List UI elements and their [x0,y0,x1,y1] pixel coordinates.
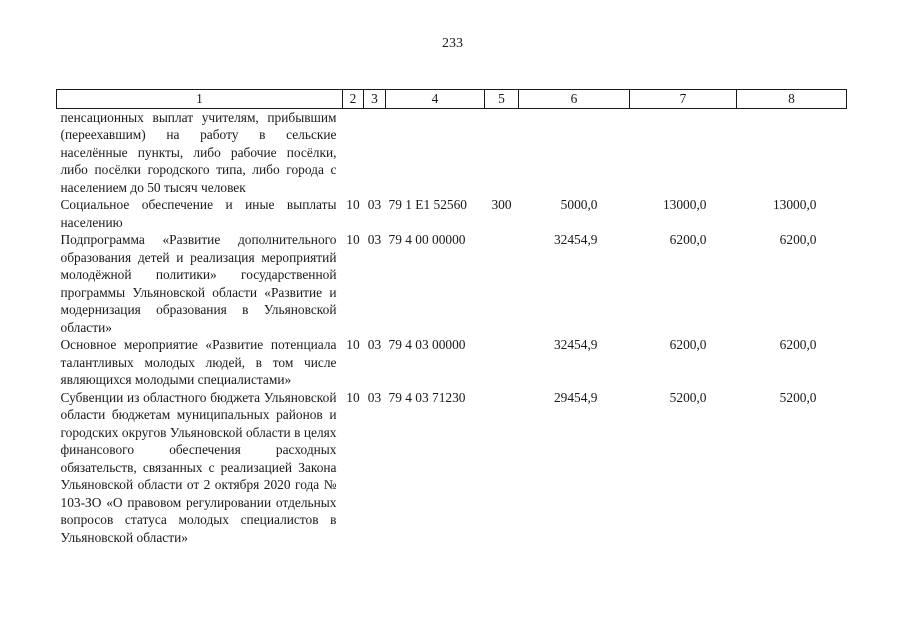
amount-col6 [519,108,630,196]
column-header-8: 8 [737,90,847,109]
row-description: Субвенции из областного бюджета Ульяновской области бюджетам муниципальных районов и городских округов Ульяновской области в целях финансового обеспечения расходных обязательств, связанных с реализацией Закона Ульяновской области от 2 октября 2020 года № 103-ЗО «О правовом регулировании отдельных вопросов статуса молодых специалистов в Ульяновской области» [60,389,337,545]
table-row [57,196,847,231]
subsection-code [364,108,386,196]
subsection-code: 03 [367,337,382,352]
target-article-code: 79 4 00 00000 [388,232,466,247]
row-description: пенсационных выплат учителям, прибывшим (переехавшим) на работу в сельские населённые пункты, либо рабочие посёлки, либо посёлки городского типа, либо города с населением до 50 тысяч человек [60,109,337,195]
section-code [343,108,364,196]
expense-type-code [485,108,519,196]
column-header-7: 7 [630,90,737,109]
amount-col8: 13000,0 [772,197,817,212]
expense-type-code [485,336,519,389]
row-description: Социальное обеспечение и иные выплаты населению [60,197,337,230]
table-row [57,389,847,547]
table-row [57,336,847,389]
expense-type-code [485,231,519,336]
row-description: Основное мероприятие «Развитие потенциала талантливых молодых людей, в том числе являющихся молодыми специалистами» [60,337,337,387]
subsection-code: 03 [367,389,382,405]
expense-type-code: 300 [491,197,512,212]
section-code: 10 [346,232,360,247]
amount-col7: 6200,0 [669,232,707,247]
column-header-2: 2 [343,90,364,109]
amount-col6: 5000,0 [560,197,598,212]
amount-col7 [630,108,737,196]
expense-type-code [485,389,519,547]
amount-col8: 6200,0 [779,337,817,352]
target-article-code: 79 4 03 00000 [388,337,466,352]
subsection-code: 03 [367,232,382,247]
column-header-5: 5 [485,90,519,109]
subsection-code: 03 [367,197,382,212]
column-header-3: 3 [364,90,386,109]
budget-table [56,89,847,546]
amount-col7: 6200,0 [669,337,707,352]
target-article-code: 79 1 E1 52560 [388,197,467,212]
column-header-4: 4 [386,90,485,109]
section-code: 10 [346,389,360,405]
amount-col6: 32454,9 [553,337,598,352]
column-header-6: 6 [519,90,630,109]
amount-col8: 6200,0 [779,232,817,247]
target-article-code [386,108,485,196]
table-row [57,108,847,196]
amount-col6: 29454,9 [553,389,598,405]
amount-col6: 32454,9 [553,232,598,247]
target-article-code: 79 4 03 71230 [388,389,466,405]
section-code: 10 [346,197,360,212]
column-header-1: 1 [57,90,343,109]
table-row [57,231,847,336]
amount-col8: 5200,0 [779,389,817,405]
amount-col7: 13000,0 [662,197,707,212]
amount-col8 [737,108,847,196]
section-code: 10 [346,337,360,352]
amount-col7: 5200,0 [669,389,707,405]
table-header-row [57,90,847,109]
row-description: Подпрограмма «Развитие дополнительного образования детей и реализация мероприятий молодёжной политики» государственной программы Ульяновской области «Развитие и модернизация образования в Ульяновской области» [60,232,337,335]
page-number: 233 [442,36,463,51]
